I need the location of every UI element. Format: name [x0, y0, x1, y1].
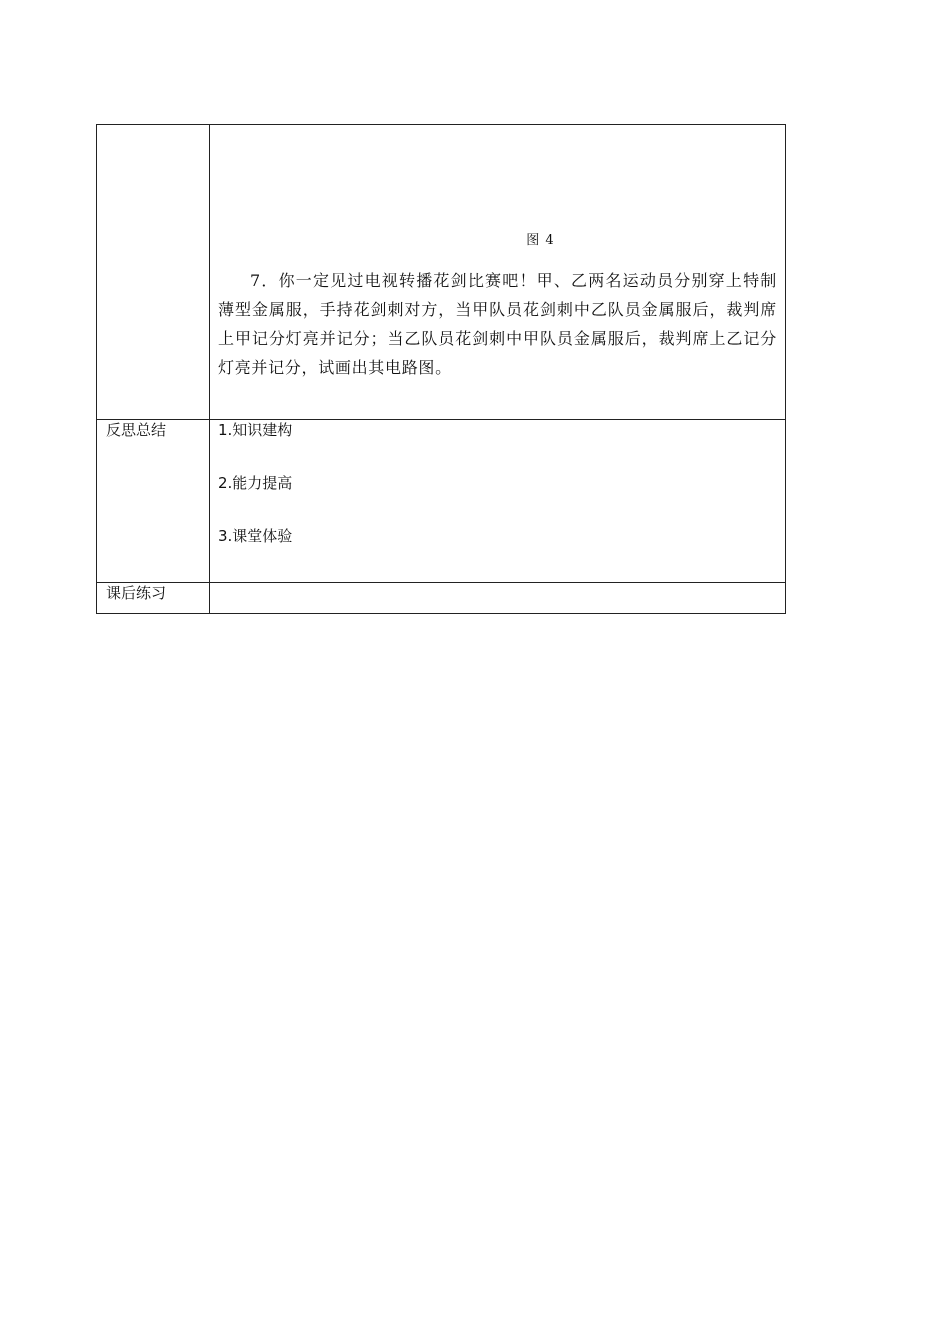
question-text: 7．你一定见过电视转播花剑比赛吧！甲、乙两名运动员分别穿上特制薄型金属服，手持花剑刺对方，当甲队员花剑刺中乙队员金属服后，裁判席上甲记分灯亮并记分；当乙队员花剑刺中甲队员金属服后，裁判席上乙记分灯亮并记分，试画出其电路图。: [218, 271, 777, 377]
table-row: [97, 583, 786, 614]
content-cell: [210, 420, 786, 583]
label-cell: [97, 125, 210, 420]
row-label: [97, 125, 209, 126]
table-row: [97, 420, 786, 583]
lesson-table: [96, 124, 786, 614]
list-item: 3.课堂体验: [218, 527, 293, 545]
list-item: 2.能力提高: [218, 474, 293, 492]
summary-list: [210, 421, 785, 545]
row-label-reflection: 反思总结: [106, 421, 167, 439]
list-item: 1.知识建构: [218, 421, 293, 439]
content-cell: [210, 125, 786, 420]
label-cell: [97, 420, 210, 583]
content-cell: [210, 583, 786, 614]
figure-caption: 图 4: [526, 233, 555, 248]
table-row: [97, 125, 786, 420]
row-label-homework: 课后练习: [106, 584, 167, 602]
label-cell: [97, 583, 210, 614]
